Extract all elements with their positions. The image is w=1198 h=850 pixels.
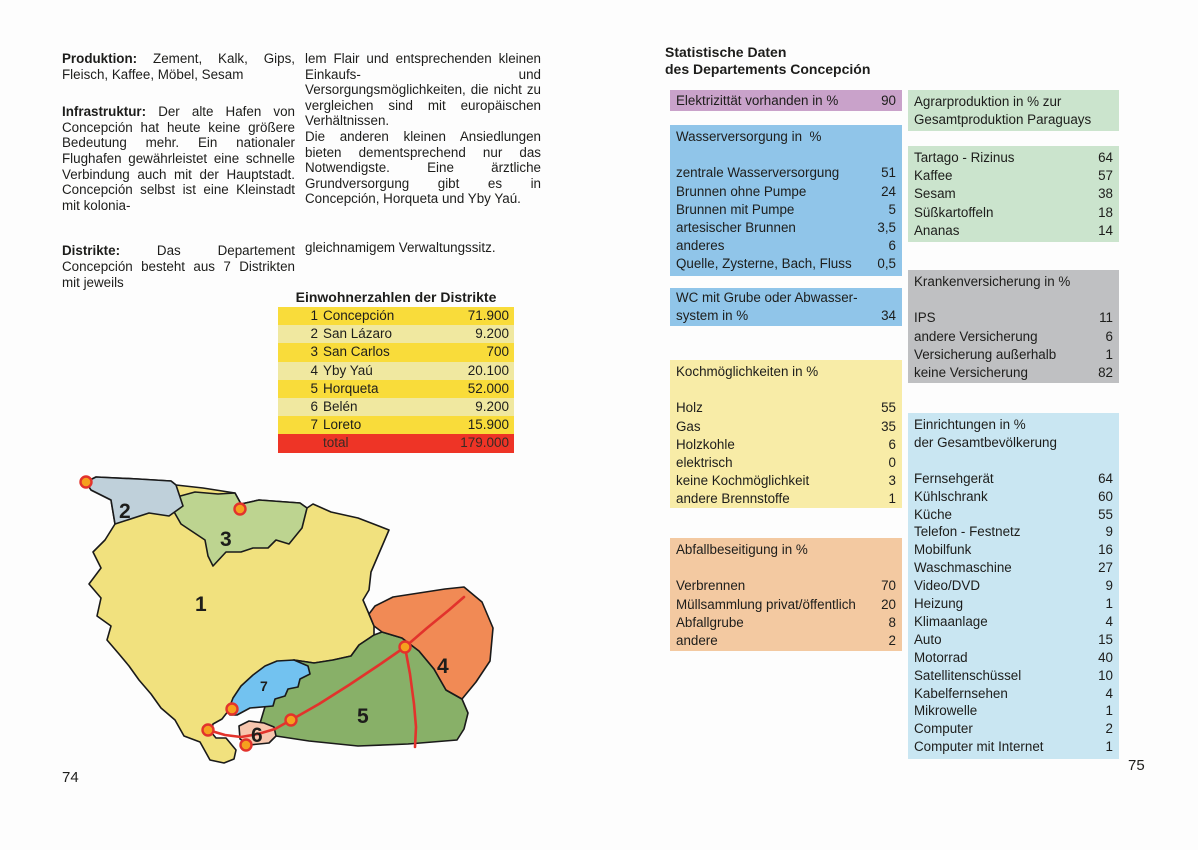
row-label: Müllsammlung privat/öffentlich bbox=[676, 596, 856, 612]
district-map-svg bbox=[63, 468, 515, 768]
row-label: Brunnen mit Pumpe bbox=[676, 201, 795, 217]
table-rows bbox=[676, 577, 896, 650]
paragraph-produktion bbox=[62, 51, 295, 82]
row-value: 0 bbox=[888, 455, 896, 470]
row-value: 11 bbox=[1099, 310, 1113, 326]
row-label: Quelle, Zysterne, Bach, Fluss bbox=[676, 256, 852, 272]
table-row bbox=[914, 222, 1113, 240]
row-value: 4 bbox=[1105, 685, 1113, 701]
row-value: 1 bbox=[1105, 703, 1113, 719]
row-label: andere Brennstoffe bbox=[676, 491, 790, 507]
row-label: Tartago - Rizinus bbox=[914, 150, 1015, 165]
table-row bbox=[914, 185, 1113, 203]
district-population: 9.200 bbox=[475, 326, 509, 342]
district-1-label: 1 bbox=[195, 593, 207, 616]
row-label: artesischer Brunnen bbox=[676, 220, 796, 235]
row-label: Video/DVD bbox=[914, 578, 980, 594]
district-2-label: 2 bbox=[119, 500, 131, 523]
row-value: 60 bbox=[1098, 488, 1113, 504]
spacer bbox=[914, 291, 1113, 309]
table-row bbox=[914, 470, 1113, 488]
row-label: Computer mit Internet bbox=[914, 739, 1044, 755]
row-value: 6 bbox=[888, 436, 896, 452]
row-label: Verbrennen bbox=[676, 578, 746, 594]
table-row bbox=[676, 237, 896, 255]
population-table-row bbox=[278, 343, 514, 361]
row-value: 9 bbox=[1105, 524, 1113, 540]
text-column-right bbox=[305, 51, 541, 256]
row-value: 20 bbox=[881, 596, 896, 612]
table-header-line1: WC mit Grube oder Abwasser- bbox=[676, 290, 858, 305]
row-label: Mikrowelle bbox=[914, 703, 978, 719]
table-row bbox=[914, 738, 1113, 756]
row-label: Waschmaschine bbox=[914, 560, 1012, 576]
district-population: 20.100 bbox=[467, 362, 509, 378]
town-marker bbox=[241, 740, 252, 751]
statistics-title-line1: Statistische Daten bbox=[665, 44, 787, 60]
row-value: 24 bbox=[881, 183, 896, 199]
row-label: Ananas bbox=[914, 222, 960, 238]
district-name: Horqueta bbox=[323, 380, 379, 396]
row-label: Heizung bbox=[914, 596, 964, 612]
district-population: 71.900 bbox=[467, 308, 509, 323]
table-row bbox=[914, 506, 1113, 524]
table-row bbox=[914, 667, 1113, 685]
table-row bbox=[914, 631, 1113, 649]
table-row bbox=[914, 523, 1113, 541]
row-value: 1 bbox=[1105, 739, 1113, 755]
row-value: 38 bbox=[1098, 186, 1113, 202]
table-row bbox=[676, 183, 896, 201]
row-label: Gas bbox=[676, 418, 701, 434]
district-name: total bbox=[323, 435, 349, 451]
district-name: San Lázaro bbox=[323, 326, 393, 342]
row-label: Kaffee bbox=[914, 168, 953, 184]
table-rows bbox=[914, 309, 1113, 382]
town-marker bbox=[81, 477, 92, 488]
table-row bbox=[914, 577, 1113, 595]
district-name: Loreto bbox=[323, 417, 362, 433]
district-number: 4 bbox=[310, 362, 318, 378]
row-label: anderes bbox=[676, 238, 725, 254]
table-header-line1: Agrarproduktion in % zur bbox=[914, 94, 1062, 109]
waste-table bbox=[670, 538, 902, 651]
row-label: Elektrizittät vorhanden in % bbox=[676, 93, 839, 108]
text-column-left bbox=[62, 51, 295, 290]
row-value: 70 bbox=[881, 578, 896, 594]
town-marker bbox=[235, 504, 246, 515]
population-table-row bbox=[278, 398, 514, 416]
row-value: 6 bbox=[888, 238, 896, 254]
paragraph-infrastruktur bbox=[62, 104, 295, 213]
table-row bbox=[914, 346, 1113, 364]
row-value: 90 bbox=[881, 93, 896, 108]
row-value: 18 bbox=[1098, 204, 1113, 220]
row-value: 15 bbox=[1098, 631, 1113, 647]
table-row bbox=[676, 418, 896, 436]
row-value: 40 bbox=[1098, 649, 1113, 665]
district-name: San Carlos bbox=[323, 344, 390, 360]
agri-production-header bbox=[908, 90, 1119, 131]
table-row bbox=[914, 559, 1113, 577]
row-label: Abfallgrube bbox=[676, 614, 744, 630]
town-marker bbox=[286, 715, 297, 726]
district-number: 6 bbox=[310, 398, 318, 414]
row-label: Auto bbox=[914, 631, 942, 647]
paragraph-text: lem Flair und entsprechenden kleinen Einkaufs- und Versorgungsmöglichkeiten, die nicht zu vergleichen sind mit europäischen Verhältnissen. bbox=[305, 51, 541, 129]
statistics-title bbox=[665, 44, 870, 78]
row-value: 4 bbox=[1105, 613, 1113, 629]
cooking-table bbox=[670, 360, 902, 508]
row-label: zentrale Wasserversorgung bbox=[676, 165, 840, 181]
table-row bbox=[676, 255, 896, 273]
row-label: Computer bbox=[914, 721, 973, 737]
row-label: Telefon - Festnetz bbox=[914, 524, 1021, 540]
paragraph-text: gleichnamigem Verwaltungssitz. bbox=[305, 239, 496, 255]
table-row bbox=[914, 613, 1113, 631]
row-value: 55 bbox=[1098, 506, 1113, 522]
electricity-table bbox=[670, 90, 902, 111]
row-label: Satellitenschüssel bbox=[914, 667, 1022, 683]
district-population: 15.900 bbox=[467, 417, 509, 433]
table-header: Abfallbeseitigung in % bbox=[676, 542, 808, 557]
row-label: keine Versicherung bbox=[914, 365, 1028, 380]
population-table-row bbox=[278, 325, 514, 343]
row-label: keine Kochmöglichkeit bbox=[676, 473, 810, 489]
row-label: Mobilfunk bbox=[914, 542, 972, 558]
table-row bbox=[914, 595, 1113, 613]
row-label: Holzkohle bbox=[676, 436, 735, 452]
table-row bbox=[676, 454, 896, 472]
row-label: Küche bbox=[914, 506, 952, 522]
table-row bbox=[676, 614, 896, 632]
population-table bbox=[278, 307, 514, 453]
table-row bbox=[914, 204, 1113, 222]
row-value: 1 bbox=[1105, 596, 1113, 612]
district-number: 3 bbox=[310, 344, 318, 360]
table-row bbox=[676, 472, 896, 490]
district-6-label: 6 bbox=[251, 724, 263, 747]
town-marker bbox=[400, 642, 411, 653]
row-value: 64 bbox=[1098, 470, 1113, 486]
row-value: 0,5 bbox=[877, 256, 896, 272]
table-row bbox=[676, 632, 896, 650]
table-row bbox=[914, 149, 1113, 167]
row-label: andere Versicherung bbox=[914, 328, 1038, 344]
row-label: Klimaanlage bbox=[914, 613, 988, 629]
paragraph-text: Zement, Kalk, Gips, Fleisch, Kaffee, Möbel, Sesam bbox=[62, 51, 295, 82]
row-value: 34 bbox=[881, 308, 896, 324]
row-value: 82 bbox=[1098, 365, 1113, 380]
row-value: 51 bbox=[881, 165, 896, 181]
district-7-label: 7 bbox=[260, 678, 268, 694]
wc-table bbox=[670, 288, 902, 326]
district-number: 7 bbox=[310, 417, 318, 433]
table-row bbox=[914, 541, 1113, 559]
row-label: Kabelfernsehen bbox=[914, 685, 1008, 701]
row-value: 5 bbox=[888, 201, 896, 217]
town-marker bbox=[227, 704, 238, 715]
population-table-row bbox=[278, 307, 514, 325]
row-label: Fernsehgerät bbox=[914, 470, 994, 486]
table-row bbox=[676, 164, 896, 182]
facilities-table bbox=[908, 413, 1119, 759]
table-row bbox=[676, 596, 896, 614]
population-table-row bbox=[278, 380, 514, 398]
table-row bbox=[914, 328, 1113, 346]
row-value: 1 bbox=[888, 491, 896, 507]
row-value: 6 bbox=[1105, 328, 1113, 344]
paragraph-lead: Distrikte: bbox=[62, 243, 121, 259]
agri-production-table bbox=[908, 146, 1119, 242]
district-4-label: 4 bbox=[437, 655, 449, 678]
population-table-row bbox=[278, 362, 514, 380]
row-value: 3 bbox=[888, 473, 896, 489]
row-label: system in % bbox=[676, 308, 749, 324]
table-row bbox=[676, 90, 896, 111]
table-row bbox=[676, 307, 896, 325]
table-rows bbox=[914, 149, 1113, 240]
table-row bbox=[676, 577, 896, 595]
row-value: 57 bbox=[1098, 168, 1113, 184]
page-number-right: 75 bbox=[1128, 757, 1145, 774]
row-value: 27 bbox=[1098, 560, 1113, 576]
table-row bbox=[914, 702, 1113, 720]
district-3-label: 3 bbox=[220, 528, 232, 551]
row-value: 8 bbox=[888, 614, 896, 630]
water-supply-table bbox=[670, 125, 902, 276]
population-table-row bbox=[278, 416, 514, 434]
district-number: 2 bbox=[310, 326, 318, 342]
row-value: 55 bbox=[881, 400, 896, 416]
table-header-line1: Einrichtungen in % bbox=[914, 417, 1026, 432]
paragraph-lead: Produktion: bbox=[62, 51, 138, 66]
district-number: 1 bbox=[310, 308, 318, 323]
population-table-title: Einwohnerzahlen der Distrikte bbox=[295, 289, 497, 305]
table-rows bbox=[676, 164, 896, 273]
row-value: 9 bbox=[1105, 578, 1113, 594]
row-label: Motorrad bbox=[914, 649, 968, 665]
row-label: andere bbox=[676, 633, 718, 648]
table-row bbox=[676, 490, 896, 508]
table-rows bbox=[676, 399, 896, 508]
row-value: 64 bbox=[1098, 150, 1113, 165]
table-row bbox=[676, 201, 896, 219]
district-population: 9.200 bbox=[475, 398, 509, 414]
paragraph-distrikte bbox=[62, 243, 295, 290]
row-label: Sesam bbox=[914, 186, 956, 202]
town-marker bbox=[203, 725, 214, 736]
district-population: 179.000 bbox=[460, 435, 509, 451]
row-label: IPS bbox=[914, 310, 936, 326]
district-population: 52.000 bbox=[467, 380, 509, 396]
page-number-left: 74 bbox=[62, 769, 79, 786]
row-value: 2 bbox=[888, 633, 896, 648]
district-5-label: 5 bbox=[357, 705, 369, 728]
district-number: 5 bbox=[310, 380, 318, 396]
table-header-line2: der Gesamtbevölkerung bbox=[914, 434, 1057, 450]
row-label: elektrisch bbox=[676, 455, 733, 470]
paragraph-ansiedlungen bbox=[305, 129, 541, 207]
paragraph-continuation bbox=[305, 51, 541, 129]
table-row bbox=[676, 436, 896, 454]
row-label: Holz bbox=[676, 400, 703, 416]
row-label: Brunnen ohne Pumpe bbox=[676, 183, 807, 199]
table-header: Krankenversicherung in % bbox=[914, 274, 1071, 289]
district-name: Concepción bbox=[323, 308, 395, 323]
spacer bbox=[914, 452, 1113, 470]
row-value: 10 bbox=[1098, 667, 1113, 683]
table-row bbox=[914, 685, 1113, 703]
population-table-row bbox=[278, 434, 514, 452]
health-insurance-table bbox=[908, 270, 1119, 383]
district-name: Yby Yaú bbox=[323, 362, 373, 378]
table-header-line2: Gesamtproduktion Paraguays bbox=[914, 112, 1092, 128]
table-rows bbox=[914, 470, 1113, 757]
table-row bbox=[914, 309, 1113, 327]
row-value: 14 bbox=[1098, 222, 1113, 238]
table-row bbox=[914, 364, 1113, 382]
paragraph-verwaltungssitz bbox=[305, 240, 541, 256]
row-value: 1 bbox=[1105, 346, 1113, 362]
table-row bbox=[914, 167, 1113, 185]
table-header: Kochmöglichkeiten in % bbox=[676, 364, 819, 379]
spacer bbox=[676, 146, 896, 164]
table-row bbox=[914, 720, 1113, 738]
spacer bbox=[676, 559, 896, 577]
row-value: 35 bbox=[881, 418, 896, 434]
row-value: 16 bbox=[1098, 542, 1113, 558]
table-row bbox=[914, 649, 1113, 667]
district-name: Belén bbox=[323, 398, 358, 414]
paragraph-lead: Infrastruktur: bbox=[62, 104, 147, 120]
table-row bbox=[676, 219, 896, 237]
table-header: Wasserversorgung in % bbox=[676, 129, 822, 144]
row-value: 2 bbox=[1105, 721, 1113, 737]
row-label: Versicherung außerhalb bbox=[914, 346, 1057, 362]
paragraph-text: Die anderen kleinen Ansiedlungen bieten dementsprechend nur das Notwendigste. Eine ärztliche Grundversorgung gibt es in Concepción, Horqueta und Yby Yaú. bbox=[305, 128, 541, 207]
table-row bbox=[676, 399, 896, 417]
statistics-title-line2: des Departements Concepción bbox=[665, 61, 871, 77]
row-label: Süßkartoffeln bbox=[914, 204, 994, 220]
paragraph-text: Der alte Hafen von Concepción hat heute keine größere Bedeutung mehr. Ein nationaler Flughafen gewährleistet eine schnelle Verbindung auch mit der Hauptstadt. Concepción selbst ist eine Kleinstadt mit kolonia- bbox=[62, 104, 295, 213]
paragraph-text: Das Departement Concepción besteht aus 7 Distrikten mit jeweils bbox=[62, 243, 295, 290]
row-label: Kühlschrank bbox=[914, 488, 988, 504]
spacer bbox=[676, 381, 896, 399]
district-map bbox=[63, 468, 515, 768]
row-value: 3,5 bbox=[877, 220, 896, 235]
district-population: 700 bbox=[486, 344, 509, 360]
table-row bbox=[914, 488, 1113, 506]
